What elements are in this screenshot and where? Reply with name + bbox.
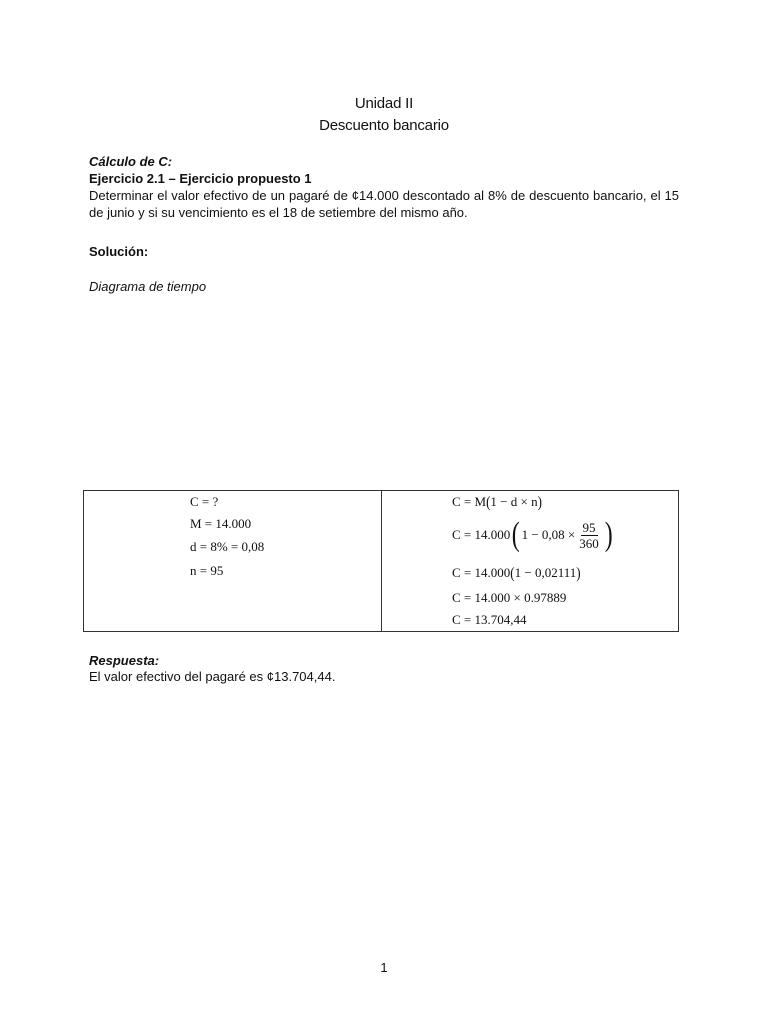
step4-line: C = 14.000 × 0.97889: [452, 590, 567, 605]
fraction-denominator: 360: [579, 535, 599, 551]
answer-label: Respuesta:: [89, 653, 160, 668]
formula-lhs: C = M: [452, 494, 487, 509]
table-divider: [381, 491, 382, 631]
topic-title: Descuento bancario: [319, 117, 449, 134]
time-diagram-label: Diagrama de tiempo: [89, 279, 207, 294]
substitution-prefix: C = 14.000: [452, 527, 511, 542]
given-n: n = 95: [190, 563, 224, 578]
answer-text: El valor efectivo del pagaré es ¢13.704,44.: [89, 669, 336, 684]
fraction: [577, 520, 601, 551]
substitution-close-paren: ): [604, 516, 613, 553]
step3-prefix: C = 14.000: [452, 565, 511, 580]
given-d: d = 8% = 0,08: [190, 539, 265, 554]
formula-line: [452, 494, 542, 510]
page-number: 1: [380, 960, 388, 975]
step3-line: [452, 565, 581, 581]
solution-label: Solución:: [89, 244, 149, 259]
exercise-statement: Determinar el valor efectivo de un pagaré de ¢14.000 descontado al 8% de descuento bancario, el 15 de junio y si su vencimiento es el 18 de setiembre del mismo año.: [89, 188, 679, 220]
fraction-numerator: 95: [582, 519, 596, 535]
formula-open-paren: (: [486, 492, 491, 511]
result-line: C = 13.704,44: [452, 612, 527, 627]
step3-body: 1 − 0,02111: [514, 565, 577, 580]
unit-title: Unidad II: [354, 95, 414, 112]
given-m: M = 14.000: [190, 516, 252, 531]
exercise-title: Ejercicio 2.1 – Ejercicio propuesto 1: [89, 171, 312, 186]
step3-open-paren: (: [510, 563, 515, 582]
calculation-table: [83, 490, 679, 632]
step3-close-paren: ): [576, 563, 581, 582]
section-heading: Cálculo de C:: [89, 154, 173, 169]
formula-body: 1 − d × n: [490, 494, 538, 509]
given-c: C = ?: [190, 494, 219, 509]
formula-close-paren: ): [537, 492, 542, 511]
substitution-line: [452, 518, 614, 552]
substitution-inner: 1 − 0,08 ×: [521, 527, 576, 542]
substitution-open-paren: (: [511, 516, 520, 553]
